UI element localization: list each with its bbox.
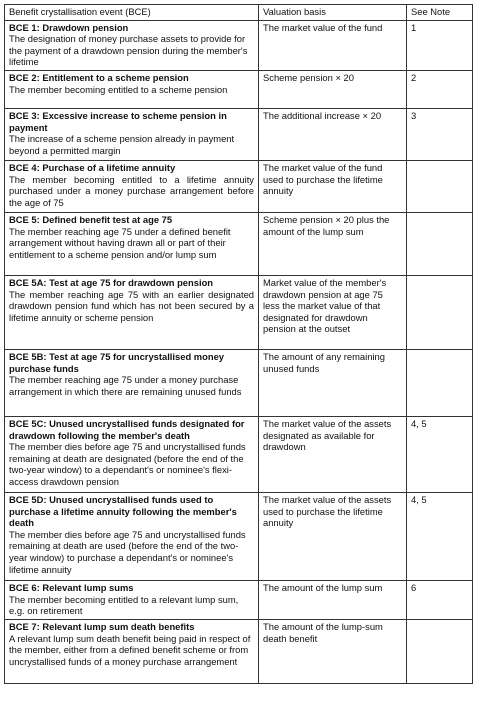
basis-cell: Scheme pension × 20 plus the amount of the lump sum (259, 212, 407, 275)
note-cell (407, 160, 473, 212)
table-row (5, 160, 473, 212)
note-cell (407, 619, 473, 683)
event-title: BCE 5B: Test at age 75 for uncrystallised money purchase funds (9, 350, 224, 374)
event-title: BCE 2: Entitlement to a scheme pension (9, 71, 189, 83)
note-cell: 4, 5 (407, 492, 473, 580)
event-description: The member dies before age 75 and uncrystallised funds remaining at death are used (before the end of the two-year window) to purchase a dependant's or nominee's lifetime annuity (9, 528, 246, 575)
basis-cell: Scheme pension × 20 (259, 70, 407, 108)
basis-cell: The amount of the lump-sum death benefit (259, 619, 407, 683)
header-note: See Note (407, 5, 473, 21)
event-title: BCE 5D: Unused uncrystallised funds used to purchase a lifetime annuity following the member's death (9, 493, 237, 529)
note-cell (407, 275, 473, 349)
basis-cell: The market value of the assets designated as available for drawdown (259, 416, 407, 492)
basis-cell: The market value of the fund (259, 20, 407, 70)
basis-cell: The amount of any remaining unused funds (259, 349, 407, 416)
event-title: BCE 5: Defined benefit test at age 75 (9, 213, 173, 225)
event-cell (5, 275, 259, 349)
event-title: BCE 3: Excessive increase to scheme pension in payment (9, 109, 227, 133)
basis-cell: Market value of the member's drawdown pension at age 75 less the market value of that designated for drawdown pension at the outset (259, 275, 407, 349)
table-row (5, 108, 473, 160)
note-cell: 3 (407, 108, 473, 160)
note-cell: 6 (407, 580, 473, 619)
event-cell (5, 20, 259, 70)
basis-cell: The amount of the lump sum (259, 580, 407, 619)
event-description: The member reaching age 75 with an earlier designated drawdown pension fund which has not been secured by a lifetime annuity or scheme pension (9, 288, 254, 323)
event-cell (5, 70, 259, 108)
event-description: The member becoming entitled to a scheme pension (9, 83, 228, 95)
basis-cell: The market value of the assets used to purchase the lifetime annuity (259, 492, 407, 580)
event-title: BCE 1: Drawdown pension (9, 21, 129, 33)
table-row (5, 416, 473, 492)
table-row (5, 349, 473, 416)
table-row (5, 580, 473, 619)
table-row (5, 212, 473, 275)
table-row (5, 492, 473, 580)
event-title: BCE 5C: Unused uncrystallised funds designated for drawdown following the member's death (9, 417, 245, 441)
event-description: The member reaching age 75 under a money purchase arrangement in which there are remaining unused funds (9, 374, 242, 397)
event-cell (5, 212, 259, 275)
event-description: The increase of a scheme pension already in payment beyond a permitted margin (9, 133, 235, 156)
table-row (5, 70, 473, 108)
note-cell (407, 212, 473, 275)
header-row (5, 5, 473, 21)
event-cell (5, 580, 259, 619)
event-description: The member becoming entitled to a lifetime annuity purchased under a money purchase arrangement before the age of 75 (9, 173, 254, 208)
bce-table (4, 4, 473, 684)
event-cell (5, 619, 259, 683)
note-cell: 4, 5 (407, 416, 473, 492)
header-event: Benefit crystallisation event (BCE) (5, 5, 259, 21)
event-title: BCE 4: Purchase of a lifetime annuity (9, 161, 176, 173)
event-description: A relevant lump sum death benefit being paid in respect of the member, either from a defined benefit scheme or from uncrystallised funds of a money purchase arrangement (9, 632, 251, 667)
event-cell (5, 492, 259, 580)
event-title: BCE 5A: Test at age 75 for drawdown pension (9, 276, 214, 288)
event-cell (5, 416, 259, 492)
note-cell: 1 (407, 20, 473, 70)
event-cell (5, 108, 259, 160)
event-description: The designation of money purchase assets to provide for the payment of a drawdown pension during the member's lifetime (9, 33, 248, 68)
table-row (5, 20, 473, 70)
basis-cell: The additional increase × 20 (259, 108, 407, 160)
table-row (5, 619, 473, 683)
event-title: BCE 6: Relevant lump sums (9, 581, 134, 593)
basis-cell: The market value of the fund used to purchase the lifetime annuity (259, 160, 407, 212)
event-description: The member dies before age 75 and uncrystallised funds remaining at death are designated (before the end of the two-year window) to a dependant's or nominee's flexi- access drawdown pension (9, 441, 246, 487)
note-cell (407, 349, 473, 416)
event-title: BCE 7: Relevant lump sum death benefits (9, 620, 195, 632)
event-description: The member becoming entitled to a relevant lump sum, e.g. on retirement (9, 593, 239, 617)
event-cell (5, 349, 259, 416)
event-cell (5, 160, 259, 212)
table-row (5, 275, 473, 349)
note-cell: 2 (407, 70, 473, 108)
header-basis: Valuation basis (259, 5, 407, 21)
event-description: The member reaching age 75 under a defined benefit arrangement without having drawn all or part of their entitlement to a scheme pension and/or lump sum (9, 225, 231, 260)
